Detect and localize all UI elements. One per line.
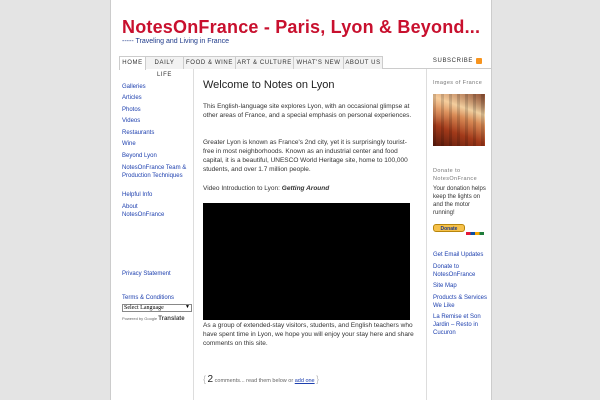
tab-daily-life[interactable]: DAILY LIFE: [145, 56, 184, 69]
nav-photos[interactable]: Photos: [122, 107, 141, 113]
tab-about-us[interactable]: ABOUT US: [343, 56, 383, 69]
nav-restaurants[interactable]: Restaurants: [122, 130, 155, 136]
market-photo-texture: [433, 94, 485, 146]
terms-link[interactable]: Terms & Conditions: [122, 295, 175, 301]
privacy-statement-link[interactable]: Privacy Statement: [122, 271, 171, 277]
page-inner: [119, 0, 491, 400]
lyon-paragraph: Greater Lyon is known as France's 2nd city, yet it is surprisingly tourist-free in most neighborhoods. Known as an industrial center and food capital, it is a beautiful, UNESCO World Heritage site, home to 100,000 students, and over 1.7 million people.: [203, 139, 408, 173]
site-map-link[interactable]: Site Map: [433, 283, 457, 289]
tab-home[interactable]: HOME: [119, 56, 146, 70]
nav-wine[interactable]: Wine: [122, 141, 136, 147]
powered-by-label: Powered by: [122, 316, 144, 321]
email-updates-link[interactable]: Get Email Updates: [433, 252, 484, 258]
comment-count: 2: [207, 374, 214, 385]
images-of-france-heading: Images of France: [433, 80, 483, 86]
tab-whats-new[interactable]: WHAT'S NEW: [293, 56, 344, 69]
donate-heading: Donate to NotesOnFrance: [433, 168, 478, 182]
tab-food-wine[interactable]: FOOD & WINE: [183, 56, 236, 69]
left-brace-icon: {: [203, 374, 207, 384]
tab-art-culture[interactable]: ART & CULTURE: [235, 56, 294, 69]
video-intro-line: [203, 184, 417, 193]
nav-helpful-info[interactable]: Helpful Info: [122, 192, 153, 198]
market-photo[interactable]: [433, 94, 485, 146]
left-sidebar: [119, 69, 194, 400]
post-title[interactable]: Welcome to Notes on Lyon: [203, 79, 335, 91]
credit-cards-icon: [466, 232, 484, 235]
donate-text: Your donation helps keep the lights on and the motor running!: [433, 186, 486, 216]
video-title: Getting Around: [281, 185, 330, 192]
donate-link[interactable]: Donate to NotesOnFrance: [433, 264, 476, 278]
video-player[interactable]: [203, 203, 410, 320]
language-select-label: Select Language: [124, 305, 164, 311]
page-wrapper: [110, 0, 492, 400]
nav-galleries[interactable]: Galleries: [122, 84, 146, 90]
video-intro-label: Video Introduction to Lyon:: [203, 185, 282, 192]
nav-about-notesonfrance[interactable]: About NotesOnFrance: [122, 204, 165, 218]
site-tagline: ----- Traveling and Living in France: [122, 38, 229, 45]
chevron-down-icon: ▼: [185, 305, 190, 310]
comments-text: comments... read them below or: [214, 378, 294, 384]
nav-team-production[interactable]: NotesOnFrance Team & Production Techniques: [122, 165, 187, 179]
rss-icon: [476, 58, 482, 64]
translate-link[interactable]: Translate: [158, 316, 185, 322]
intro-paragraph: This English-language site explores Lyon, with an occasional glimpse at other areas of France, and a special emphasis on personal experiences.: [203, 103, 412, 119]
nav-articles[interactable]: Articles: [122, 95, 142, 101]
subscribe-link[interactable]: [433, 58, 482, 64]
add-comment-link[interactable]: add one: [294, 378, 315, 384]
right-sidebar: [426, 69, 492, 400]
la-remise-link[interactable]: La Remise et Son Jardin – Resto in Cucuron: [433, 314, 481, 336]
products-services-link[interactable]: Products & Services We Like: [433, 295, 488, 309]
nav-beyond-lyon[interactable]: Beyond Lyon: [122, 153, 157, 159]
main-content: [193, 69, 426, 400]
donate-button[interactable]: Donate: [433, 224, 465, 232]
nav-videos[interactable]: Videos: [122, 118, 141, 124]
site-title[interactable]: NotesOnFrance - Paris, Lyon & Beyond...: [122, 17, 481, 37]
right-brace-icon: }: [316, 374, 320, 384]
comments-bar: [203, 374, 319, 385]
subscribe-label: SUBSCRIBE: [432, 58, 473, 64]
google-translate-credit: [122, 316, 185, 322]
language-select[interactable]: [122, 304, 192, 312]
closing-paragraph: As a group of extended-stay visitors, students, and English teachers who have spent time in Lyon, we hope you will enjoy your stay here and share comments on this site.: [203, 322, 414, 347]
google-logo: Google: [144, 316, 158, 321]
